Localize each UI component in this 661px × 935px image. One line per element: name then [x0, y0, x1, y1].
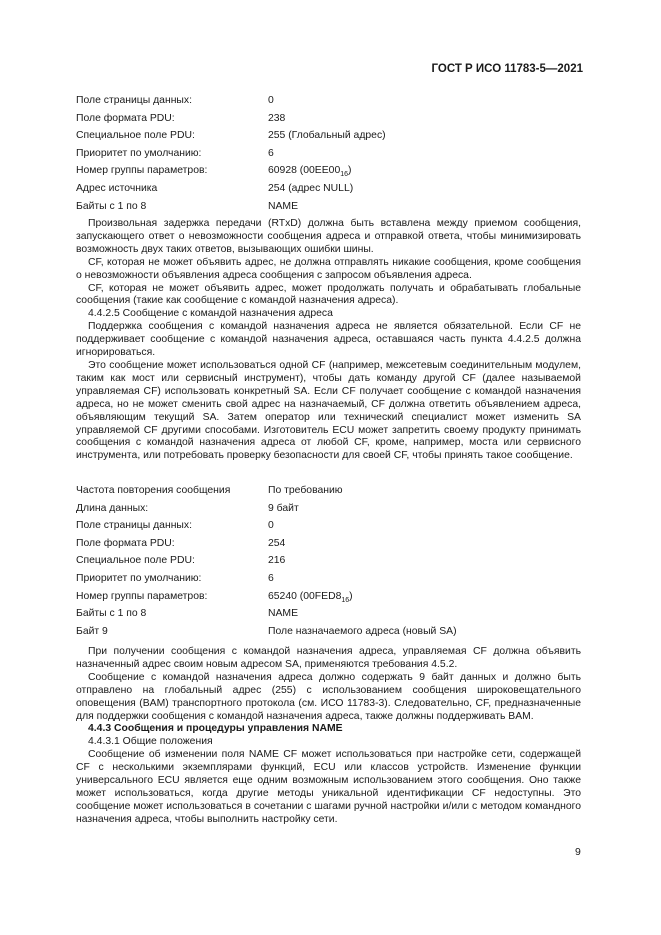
paragraph: Произвольная задержка передачи (RTxD) должна быть вставлена между приемом сообщения, запускающего ответ о невозможности сообщения адреса и отправкой ответа, чтобы минимизировать возможность двух таких ответов, вызывающих ошибки шины.	[76, 218, 581, 255]
param-value: NAME	[268, 608, 299, 620]
paragraph: CF, которая не может объявить адрес, может продолжать получать и обрабатывать глобальные сообщения (такие как сообщение с командой назначения адреса).	[76, 282, 581, 307]
param-label: Поле страницы данных:	[76, 95, 192, 106]
param-value: Поле назначаемого адреса (новый SA)	[268, 625, 457, 637]
table-row	[76, 162, 576, 180]
pgn-table-1	[76, 92, 576, 215]
param-label: Поле формата PDU:	[76, 537, 175, 549]
subsection-title: 4.4.2.5 Сообщение с командой назначения адреса	[88, 308, 333, 320]
param-value: 9 байт	[268, 502, 299, 514]
table-row	[76, 517, 576, 535]
paragraph: Сообщение с командой назначения адреса должно содержать 9 байт данных и должно быть отправлено на глобальный адрес (255) с использованием сообщения широковещательного оповещения (BAM) транспортного протокола (см. ИСО 11783-3). Следовательно, CF, предназначенные для поддержки сообщения с командой назначения адреса, также должны поддерживать BAM.	[76, 671, 581, 722]
param-value	[268, 162, 351, 180]
param-label: Специальное поле PDU:	[76, 555, 195, 567]
param-value: 254	[268, 537, 286, 549]
paragraph: CF, которая не может объявить адрес, не должна отправлять никакие сообщения, кроме сообщения о невозможности объявления адреса сообщения с запросом объявления адреса.	[76, 256, 581, 281]
table-row	[76, 482, 576, 500]
table-row	[76, 500, 576, 518]
param-value: NAME	[268, 200, 299, 212]
table-row	[76, 92, 576, 110]
pgn-close: )	[348, 165, 352, 177]
table-row	[76, 623, 576, 641]
body-section-2	[76, 646, 581, 827]
param-label: Байт 9	[76, 625, 108, 637]
paragraph: Сообщение об изменении поля NAME CF может использоваться при настройке сети, содержащей CF с несколькими экземплярами функций, ECU или классов устройств. Изменение функции универсального ECU является еще одним возможным использованием этого сообщения. Оно также может использоваться, когда другие методы уникальной идентификации CF недоступны. Это сообщение может использоваться в сочетании с шагами ручной настройки и/или с методом командного назначения адреса, чтобы выполнить настройку сети.	[76, 749, 581, 825]
param-value: 0	[268, 520, 274, 532]
paragraph: Это сообщение может использоваться одной CF (например, межсетевым соединительным модулем, таким как мост или сервисный инструмент), чтобы дать команду другой CF (далее называемой управляемая CF) использовать конкретный SA. Если CF получает сообщение с командой назначения адреса, но не может сменить свой адрес на назначаемый, CF должна ответить объявлением адреса, объявляющим текущий SA. Затем оператор или технический специалист может изменить SA управляемой CF другими способами. Изготовитель ECU может запретить своему продукту принимать сообщения с командой назначения адреса от любой CF, кроме, например, моста или сервисного инструмента, или потребовать проверку безопасности для своей CF, чтобы принять такое сообщение.	[76, 359, 581, 462]
param-label: Частота повторения сообщения	[76, 485, 231, 496]
param-label: Номер группы параметров:	[76, 165, 208, 177]
paragraph: Поддержка сообщения с командой назначения адреса не является обязательной. Если CF не поддерживает сообщение с командой назначения адреса, оставшаяся часть пункта 4.4.2.5 должна игнорироваться.	[76, 321, 581, 359]
param-label: Поле формата PDU:	[76, 112, 175, 124]
paragraph: При получении сообщения с командой назначения адреса, управляемая CF должна объявить назначенный адрес своим новым адресом SA, применяются требования 4.5.2.	[76, 646, 581, 670]
param-value: 238	[268, 112, 286, 124]
section-heading: 4.4.3 Сообщения и процедуры управления NAME	[88, 723, 343, 735]
param-label: Поле страницы данных:	[76, 520, 192, 532]
param-label: Адрес источника	[76, 182, 158, 194]
pgn-table-2	[76, 482, 576, 640]
param-value: 216	[268, 555, 286, 567]
document-header: ГОСТ Р ИСО 11783-5—2021	[431, 63, 583, 75]
table-row	[76, 535, 576, 553]
table-row	[76, 110, 576, 128]
table-row	[76, 570, 576, 588]
table-row	[76, 180, 576, 198]
param-value: 6	[268, 147, 274, 159]
param-label: Байты с 1 по 8	[76, 608, 147, 620]
table-row	[76, 588, 576, 606]
hex-subscript: 16	[341, 596, 350, 604]
table-row	[76, 552, 576, 570]
param-label: Байты с 1 по 8	[76, 200, 147, 212]
param-value: 255 (Глобальный адрес)	[268, 130, 386, 142]
hex-subscript: 16	[340, 171, 349, 179]
subsection-title: 4.4.3.1 Общие положения	[88, 736, 213, 748]
body-section-1	[76, 218, 581, 463]
param-label: Приоритет по умолчанию:	[76, 572, 202, 584]
param-value: 0	[268, 95, 274, 106]
param-value	[268, 588, 353, 606]
pgn-close: )	[349, 590, 353, 602]
table-row	[76, 127, 576, 145]
table-row	[76, 198, 576, 216]
page-number: 9	[575, 846, 581, 858]
param-label: Приоритет по умолчанию:	[76, 147, 202, 159]
param-value: 6	[268, 572, 274, 584]
param-label: Специальное поле PDU:	[76, 130, 195, 142]
param-label: Номер группы параметров:	[76, 590, 208, 602]
table-row	[76, 605, 576, 623]
param-label: Длина данных:	[76, 502, 149, 514]
pgn-number: 60928 (00EE00	[268, 165, 341, 177]
param-value: По требованию	[268, 485, 343, 496]
pgn-number: 65240 (00FED8	[268, 590, 342, 602]
param-value: 254 (адрес NULL)	[268, 182, 354, 194]
table-row	[76, 145, 576, 163]
